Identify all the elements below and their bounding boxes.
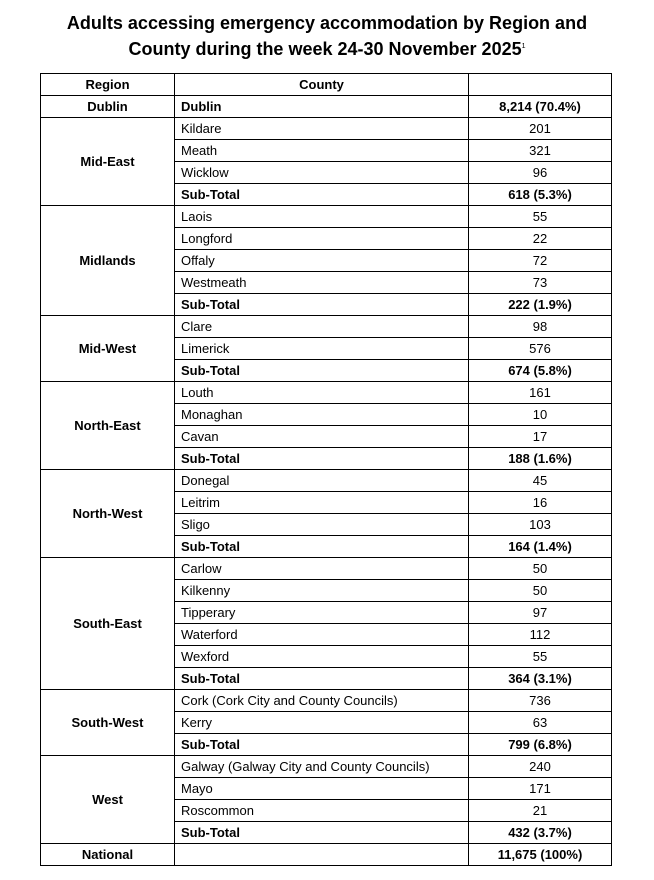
county-cell: Sub-Total [175, 822, 469, 844]
county-cell: Laois [175, 206, 469, 228]
county-cell: Tipperary [175, 602, 469, 624]
region-cell: West [41, 756, 175, 844]
count-cell: 222 (1.9%) [469, 294, 612, 316]
header-county: County [175, 74, 469, 96]
count-cell: 21 [469, 800, 612, 822]
region-cell: Dublin [41, 96, 175, 118]
table-row [41, 470, 612, 492]
page-title [0, 12, 654, 61]
count-cell: 161 [469, 382, 612, 404]
table-row [41, 206, 612, 228]
count-cell: 112 [469, 624, 612, 646]
table-row [41, 558, 612, 580]
table-body [41, 96, 612, 866]
county-cell: Limerick [175, 338, 469, 360]
header-count [469, 74, 612, 96]
county-cell: Sub-Total [175, 360, 469, 382]
county-cell: Westmeath [175, 272, 469, 294]
count-cell: 321 [469, 140, 612, 162]
region-cell: Mid-West [41, 316, 175, 382]
region-cell: North-East [41, 382, 175, 470]
table-row [41, 96, 612, 118]
count-cell: 50 [469, 558, 612, 580]
count-cell: 97 [469, 602, 612, 624]
county-cell: Sub-Total [175, 184, 469, 206]
county-cell: Cavan [175, 426, 469, 448]
county-cell: Roscommon [175, 800, 469, 822]
count-cell: 164 (1.4%) [469, 536, 612, 558]
count-cell: 16 [469, 492, 612, 514]
national-count-cell: 11,675 (100%) [469, 844, 612, 866]
count-cell: 72 [469, 250, 612, 272]
table-row [41, 690, 612, 712]
count-cell: 432 (3.7%) [469, 822, 612, 844]
count-cell: 736 [469, 690, 612, 712]
title-line-1: Adults accessing emergency accommodation by Region and [66, 13, 588, 33]
header-region: Region [41, 74, 175, 96]
count-cell: 171 [469, 778, 612, 800]
table-row [41, 118, 612, 140]
county-cell: Cork (Cork City and County Councils) [175, 690, 469, 712]
national-county-cell [175, 844, 469, 866]
count-cell: 674 (5.8%) [469, 360, 612, 382]
county-cell: Wicklow [175, 162, 469, 184]
national-label-cell: National [41, 844, 175, 866]
county-cell: Clare [175, 316, 469, 338]
count-cell: 576 [469, 338, 612, 360]
count-cell: 201 [469, 118, 612, 140]
county-cell: Leitrim [175, 492, 469, 514]
count-cell: 188 (1.6%) [469, 448, 612, 470]
county-cell: Louth [175, 382, 469, 404]
count-cell: 98 [469, 316, 612, 338]
county-cell: Wexford [175, 646, 469, 668]
region-cell: North-West [41, 470, 175, 558]
title-line-2 [0, 35, 654, 61]
county-cell: Sub-Total [175, 668, 469, 690]
count-cell: 364 (3.1%) [469, 668, 612, 690]
count-cell: 8,214 (70.4%) [469, 96, 612, 118]
count-cell: 96 [469, 162, 612, 184]
region-cell: South-West [41, 690, 175, 756]
county-cell: Kildare [175, 118, 469, 140]
title-line-2-text: County during the week 24-30 November 2025 [128, 39, 522, 59]
footnote-mark: 1 [521, 43, 526, 50]
county-cell: Donegal [175, 470, 469, 492]
county-cell: Carlow [175, 558, 469, 580]
county-cell: Waterford [175, 624, 469, 646]
table-row [41, 382, 612, 404]
count-cell: 73 [469, 272, 612, 294]
county-cell: Dublin [175, 96, 469, 118]
accommodation-table [40, 73, 612, 866]
county-cell: Sub-Total [175, 294, 469, 316]
county-cell: Mayo [175, 778, 469, 800]
count-cell: 55 [469, 646, 612, 668]
table-row [41, 316, 612, 338]
county-cell: Offaly [175, 250, 469, 272]
region-cell: South-East [41, 558, 175, 690]
county-cell: Kilkenny [175, 580, 469, 602]
count-cell: 50 [469, 580, 612, 602]
count-cell: 17 [469, 426, 612, 448]
county-cell: Monaghan [175, 404, 469, 426]
header-row [41, 74, 612, 96]
count-cell: 55 [469, 206, 612, 228]
region-cell: Midlands [41, 206, 175, 316]
county-cell: Sub-Total [175, 448, 469, 470]
count-cell: 618 (5.3%) [469, 184, 612, 206]
count-cell: 240 [469, 756, 612, 778]
count-cell: 10 [469, 404, 612, 426]
county-cell: Meath [175, 140, 469, 162]
count-cell: 103 [469, 514, 612, 536]
county-cell: Longford [175, 228, 469, 250]
count-cell: 63 [469, 712, 612, 734]
county-cell: Kerry [175, 712, 469, 734]
table-row [41, 756, 612, 778]
county-cell: Sub-Total [175, 734, 469, 756]
count-cell: 799 (6.8%) [469, 734, 612, 756]
county-cell: Sub-Total [175, 536, 469, 558]
region-cell: Mid-East [41, 118, 175, 206]
national-row [41, 844, 612, 866]
count-cell: 45 [469, 470, 612, 492]
county-cell: Galway (Galway City and County Councils) [175, 756, 469, 778]
county-cell: Sligo [175, 514, 469, 536]
count-cell: 22 [469, 228, 612, 250]
